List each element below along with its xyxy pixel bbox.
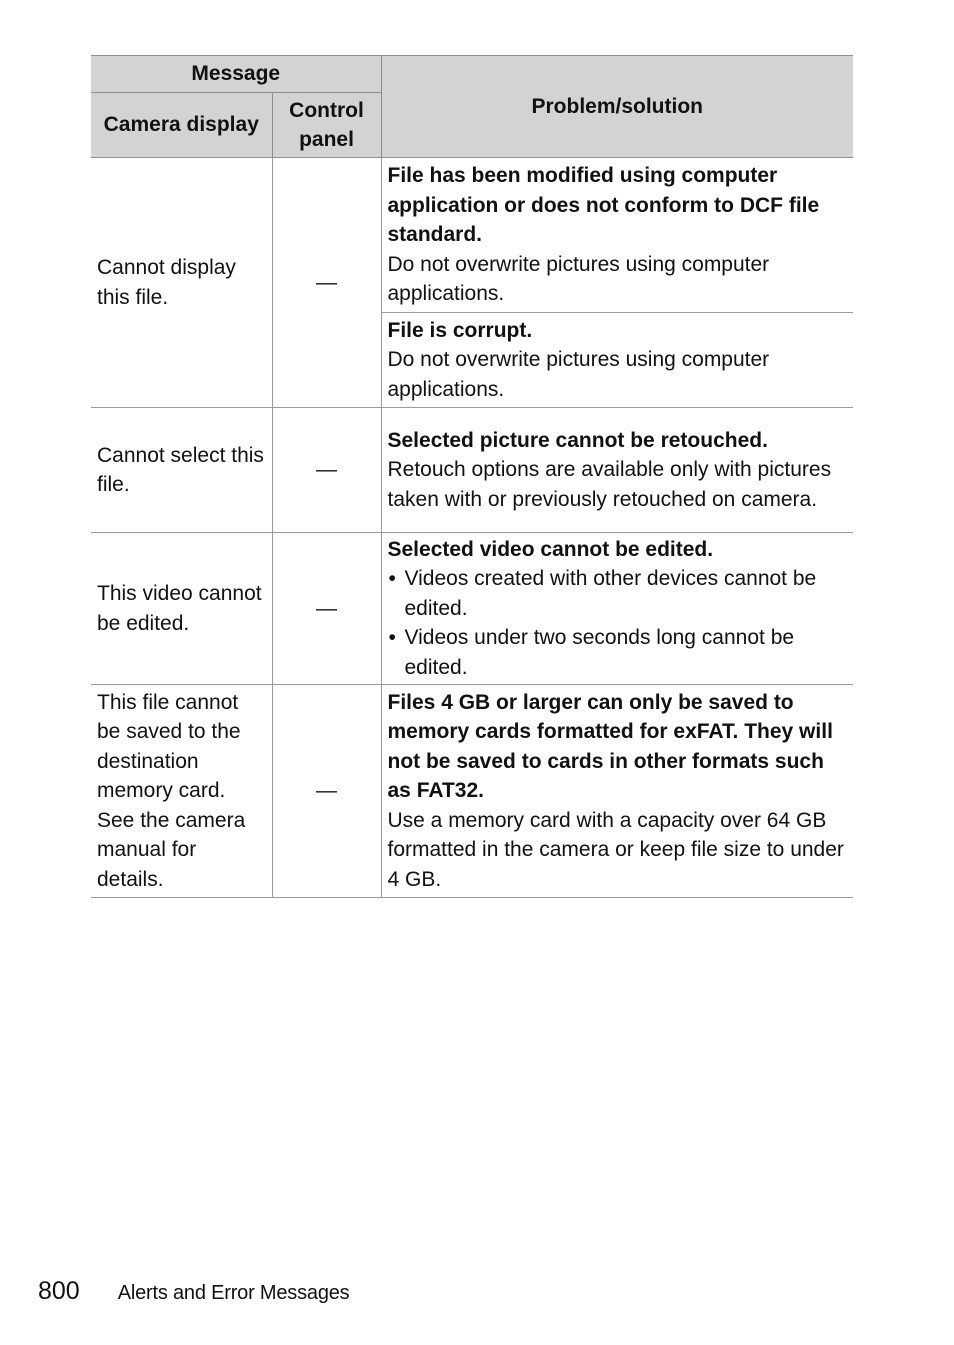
error-messages-table: [91, 55, 853, 898]
control-panel-cell: —: [272, 533, 381, 685]
table-row: [91, 408, 853, 533]
solution-text: Do not overwrite pictures using computer applications.: [387, 348, 770, 401]
control-panel-cell: —: [272, 685, 381, 898]
solution-cell: [381, 533, 853, 685]
solution-bullet-list: [388, 564, 848, 682]
list-item: • Videos created with other devices cannot be edited.: [388, 564, 848, 623]
camera-display-cell: This file cannot be saved to the destination memory card. See the camera manual for details.: [91, 685, 272, 898]
solution-text: Use a memory card with a capacity over 64 GB formatted in the camera or keep file size to under 4 GB.: [387, 808, 844, 891]
control-panel-cell: —: [272, 158, 381, 408]
solution-title: Selected video cannot be edited.: [387, 537, 714, 561]
table-row: [91, 158, 853, 313]
camera-display-cell: Cannot display this file.: [91, 158, 272, 408]
list-item: • Videos under two seconds long cannot be edited.: [388, 623, 848, 682]
solution-title: File has been modified using computer application or does not conform to DCF file standard.: [387, 164, 820, 247]
solution-title: Files 4 GB or larger can only be saved to memory cards formatted for exFAT. They will not be saved to cards in other formats such as FAT32.: [387, 690, 833, 803]
camera-display-cell: This video cannot be edited.: [91, 533, 272, 685]
header-camera-display: Camera display: [91, 93, 272, 158]
table-row: [91, 533, 853, 685]
camera-display-cell: Cannot select this file.: [91, 408, 272, 533]
page-footer: [38, 1277, 349, 1311]
table-row: [91, 685, 853, 898]
solution-cell: [381, 685, 853, 898]
solution-title: Selected picture cannot be retouched.: [387, 428, 768, 452]
header-problem-solution: Problem/solution: [381, 56, 853, 158]
solution-cell: [381, 313, 853, 408]
header-control-panel: Control panel: [272, 93, 381, 158]
page-number: 800: [38, 1277, 80, 1305]
solution-title: File is corrupt.: [387, 318, 533, 342]
solution-text: Do not overwrite pictures using computer applications.: [387, 252, 770, 306]
header-message: Message: [91, 56, 381, 93]
control-panel-cell: —: [272, 408, 381, 533]
section-title: Alerts and Error Messages: [117, 1282, 350, 1304]
solution-cell: [381, 158, 853, 313]
solution-cell: [381, 408, 853, 533]
solution-text: Retouch options are available only with pictures taken with or previously retouched on camera.: [387, 458, 832, 511]
